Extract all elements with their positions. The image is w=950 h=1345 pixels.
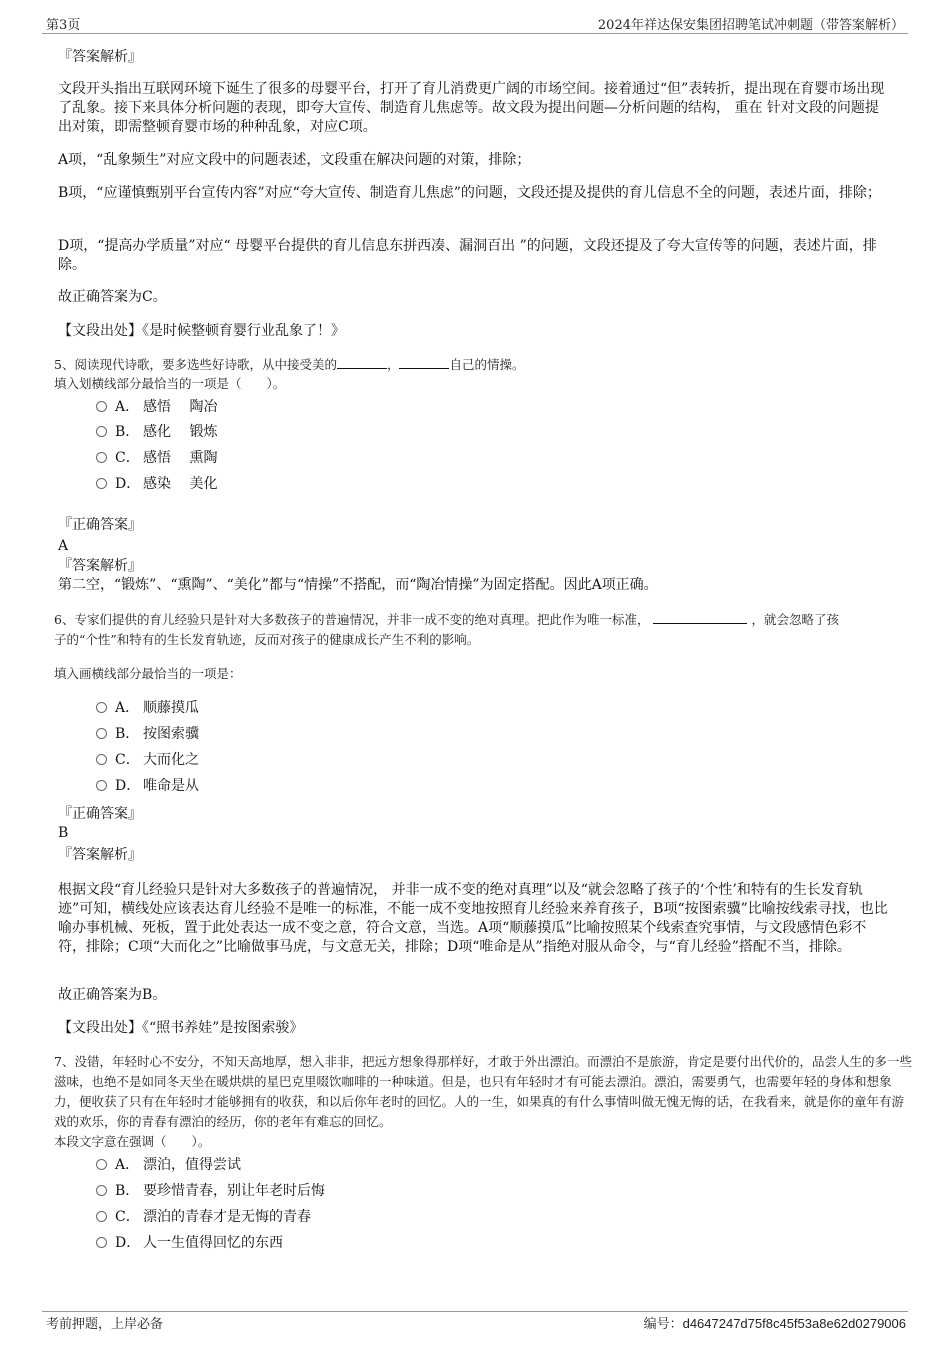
radio-icon[interactable] <box>96 702 107 713</box>
question-5-stem-part2: 自己的情操。 <box>449 357 525 372</box>
question-5-option-a[interactable]: A． 感悟 陶冶 <box>96 397 217 417</box>
analysis-option-a: A项，“乱象频生”对应文段中的问题表述，文段重在解决问题的对策，排除； <box>58 152 531 168</box>
radio-icon[interactable] <box>96 1159 107 1170</box>
question-7-stem: 7、没错，年轻时心不安分，不知天高地厚，想入非非，把远方想象得那样好，才敢于外出漂泊。而漂泊不是旅游，肯定是要付出代价的，品尝人生的多一些滋味，也绝不是如同冬天坐在暖烘烘的星巴克里啜饮咖啡的一种味道。但是，也只有年轻时才有可能去漂泊。漂泊，需要勇气，也需要年轻的身体和想象力，便收获了只有在年轻时才能够拥有的收获，和以后你年老时的回忆。人的一生，如果真的有什么事情叫做无愧无悔的话，在我看来，就是你的童年有游戏的欢乐，你的青春有漂泊的经历，你的老年有难忘的回忆。 <box>54 1054 912 1129</box>
question-7-option-a[interactable]: A． 漂泊，值得尝试 <box>96 1155 241 1175</box>
document-title: 2024年祥达保安集团招聘笔试冲刺题（带答案解析） <box>597 18 904 33</box>
question-7-option-b[interactable]: B． 要珍惜青春，别让年老时后悔 <box>96 1181 325 1201</box>
question-5-option-c[interactable]: C． 感悟 熏陶 <box>96 448 217 468</box>
question-6-stem-part1: 6、专家们提供的育儿经验只是针对大多数孩子的普遍情况，并非一成不变的绝对真理。把此作为唯一标准， <box>54 612 650 627</box>
question-7-option-c[interactable]: C． 漂泊的青春才是无悔的青春 <box>96 1207 311 1227</box>
question-5-option-d[interactable]: D． 感染 美化 <box>96 474 217 494</box>
analysis-label: 『答案解析』 <box>58 558 142 574</box>
question-6-stem-part2: ，就会忽略了孩 <box>751 612 839 627</box>
footer-slogan: 考前押题，上岸必备 <box>46 1317 164 1332</box>
question-5-option-b[interactable]: B． 感化 锻炼 <box>96 422 217 442</box>
radio-icon[interactable] <box>96 1185 107 1196</box>
analysis-label: 『答案解析』 <box>58 847 142 863</box>
question-6-option-c[interactable]: C． 大而化之 <box>96 750 199 770</box>
correct-answer-label: 『正确答案』 <box>58 806 142 822</box>
radio-icon[interactable] <box>96 754 107 765</box>
question-6-option-a[interactable]: A． 顺藤摸瓜 <box>96 698 199 718</box>
question-6-instruction: 填入画横线部分最恰当的一项是： <box>54 666 242 681</box>
question-5-stem-separator: ， <box>386 357 400 372</box>
radio-icon[interactable] <box>96 780 107 791</box>
question-7-instruction: 本段文字意在强调（ ）。 <box>54 1134 211 1149</box>
analysis-text: 第二空，“锻炼”、“熏陶”、“美化”都与“情操”不搭配，而“陶冶情操”为固定搭配。因此A项正确。 <box>58 577 658 593</box>
document-code-value: d4647247d75f8c45f53a8e62d0279006 <box>682 1316 906 1331</box>
question-5-stem-part1: 5、阅读现代诗歌，要多选些好诗歌，从中接受美的 <box>54 357 337 372</box>
radio-icon[interactable] <box>96 478 107 489</box>
question-6-option-b[interactable]: B． 按图索骥 <box>96 724 199 744</box>
correct-answer-label: 『正确答案』 <box>58 517 142 533</box>
question-6-stem-line2: 子的“个性”和特有的生长发育轨迹，反而对孩子的健康成长产生不利的影响。 <box>54 632 480 647</box>
question-6-option-d[interactable]: D． 唯命是从 <box>96 776 199 796</box>
radio-icon[interactable] <box>96 401 107 412</box>
question-6-stem <box>54 610 916 650</box>
page-number: 第3页 <box>46 18 81 33</box>
header-divider <box>42 33 908 34</box>
question-6-blank <box>653 623 747 624</box>
footer-divider <box>42 1311 908 1312</box>
analysis-conclusion: 故正确答案为C。 <box>58 289 167 305</box>
analysis-text: 根据文段“育儿经验只是针对大多数孩子的普遍情况， 并非一成不变的绝对真理”以及“就会忽略了孩子的‘个性’和特有的生长发育轨迹”可知，横线处应该表达育儿经验不是唯一的标准，不能一成不变地按照育儿经验来养育孩子，B项“按图索骥”比喻按线索寻找，也比喻办事机械、死板，置于此处表达一成不变之意，符合文意，当选。A项“顺藤摸瓜”比喻按照某个线索查究事情，与文段感情色彩不符，排除；C项“大而化之”比喻做事马虎，与文意无关，排除；D项“唯命是从”指绝对服从命令，与“育儿经验”搭配不当，排除。 <box>58 882 888 955</box>
analysis-paragraph: 文段开头指出互联网环境下诞生了很多的母婴平台，打开了育儿消费更广阔的市场空间。接着通过“但”表转折，提出现在育婴市场出现了乱象。接下来具体分析问题的表现，即夸大宣传、制造育儿焦虑等。故文段为提出问题—分析问题的结构， 重在 针对文段的问题提出对策，即需整顿育婴市场的种种乱象，对应C项。 <box>58 81 885 135</box>
question-7-option-d[interactable]: D． 人一生值得回忆的东西 <box>96 1233 283 1253</box>
correct-answer: A <box>58 538 69 554</box>
analysis-option-b: B项，“应谨慎甄别平台宣传内容”对应“夸大宣传、制造育儿焦虑”的问题，文段还提及提供的育儿信息不全的问题，表述片面，排除； <box>58 185 881 201</box>
radio-icon[interactable] <box>96 728 107 739</box>
radio-icon[interactable] <box>96 426 107 437</box>
question-5-blank-2 <box>399 368 449 369</box>
source-citation: 【文段出处】《是时候整顿育婴行业乱象了！》 <box>58 323 345 339</box>
correct-answer: B <box>58 825 69 841</box>
radio-icon[interactable] <box>96 1237 107 1248</box>
document-code <box>644 1313 906 1332</box>
radio-icon[interactable] <box>96 452 107 463</box>
question-5-blank-1 <box>337 368 387 369</box>
radio-icon[interactable] <box>96 1211 107 1222</box>
source-citation: 【文段出处】《“照书养娃”是按图索骏》 <box>58 1020 304 1036</box>
analysis-conclusion: 故正确答案为B。 <box>58 987 167 1003</box>
analysis-label: 『答案解析』 <box>58 49 142 65</box>
document-code-label: 编号： <box>643 1317 683 1332</box>
question-5-stem <box>54 355 914 375</box>
analysis-option-d: D项，“提高办学质量”对应“ 母婴平台提供的育儿信息东拼西凑、漏洞百出 ”的问题，文段还提及了夸大宣传等的问题，表述片面，排除。 <box>58 238 877 273</box>
question-5-instruction: 填入划横线部分最恰当的一项是（ ）。 <box>54 376 286 391</box>
